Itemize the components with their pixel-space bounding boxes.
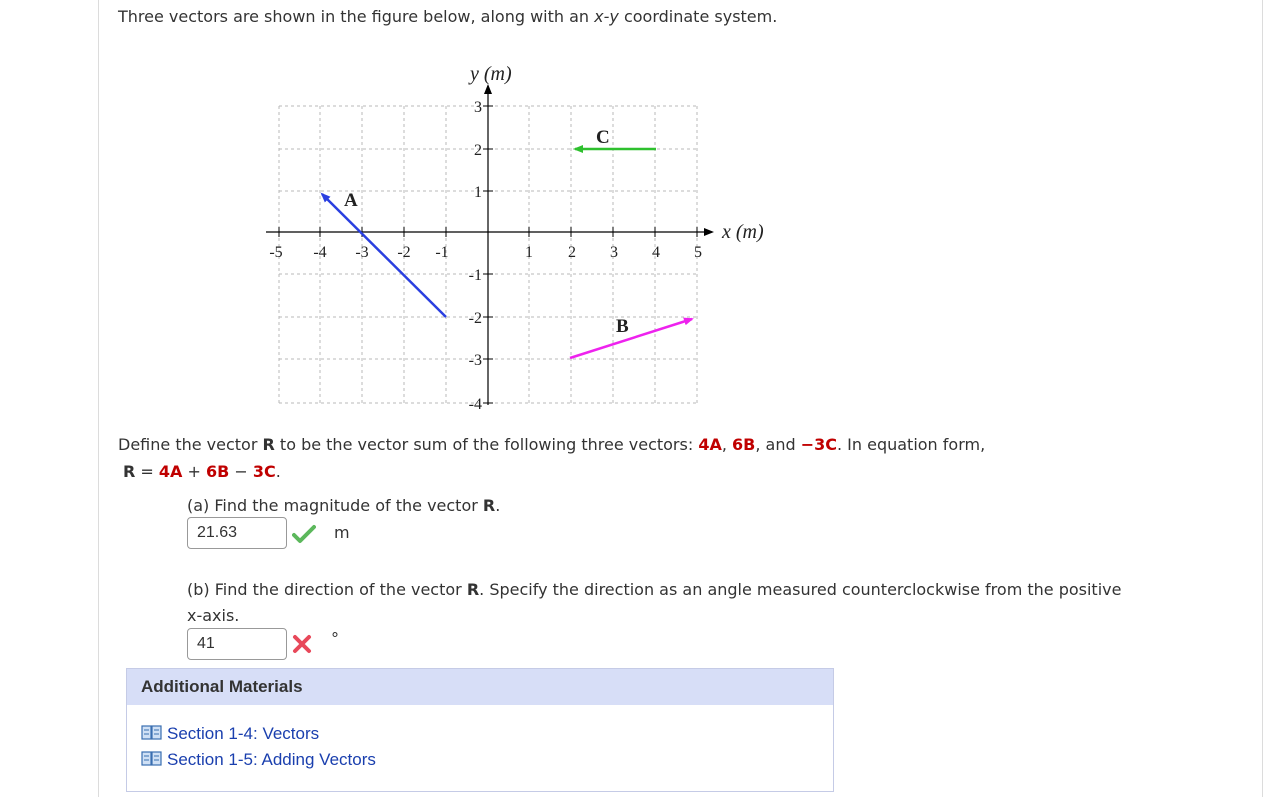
part-a-unit: m [334, 523, 350, 542]
additional-materials-title: Additional Materials [127, 669, 833, 705]
vector-a-arrow [322, 194, 449, 317]
y-tick-label: 2 [474, 142, 482, 159]
y-tick-label: -3 [468, 352, 482, 369]
part-a-answer-input[interactable]: 21.63 [187, 517, 287, 549]
x-tick-label: -3 [355, 244, 369, 261]
x-tick-label: -5 [269, 244, 283, 261]
x-tick-labels [269, 244, 702, 261]
x-tick-label: 3 [610, 244, 618, 261]
vector-b-arrow [570, 319, 692, 358]
vector-a-label: A [344, 190, 358, 211]
define-text: Define the vector R to be the vector sum of the following three vectors: 4A, 6B, and −3C. In equation form, [118, 435, 986, 454]
part-b-answer-input[interactable]: 41 [187, 628, 287, 660]
additional-materials-panel [126, 668, 834, 792]
part-a-question: (a) Find the magnitude of the vector R. [187, 496, 501, 515]
y-tick-label: -1 [468, 267, 482, 284]
x-tick-label: -4 [313, 244, 327, 261]
y-tick-label: -4 [468, 396, 482, 410]
part-b-question-line2: x-axis. [187, 606, 240, 625]
x-tick-label: 4 [652, 244, 660, 261]
y-tick-label: -2 [468, 310, 482, 327]
book-icon [141, 751, 163, 767]
x-tick-label: 2 [568, 244, 576, 261]
part-b-unit: ° [331, 629, 339, 648]
y-tick-label: 3 [474, 99, 482, 116]
axes [266, 86, 712, 405]
book-icon [141, 725, 163, 741]
x-tick-label: -1 [435, 244, 449, 261]
y-tick-label: 1 [474, 184, 482, 201]
vector-figure [240, 60, 800, 410]
correct-check-icon [292, 524, 316, 544]
section-1-5-link[interactable]: Section 1-5: Adding Vectors [141, 750, 376, 770]
part-b-question-line1: (b) Find the direction of the vector R. Specify the direction as an angle measured counterclockwise from the positive [187, 580, 1122, 599]
incorrect-x-icon [292, 634, 312, 654]
vector-b-label: B [616, 316, 629, 337]
x-axis-label: x (m) [722, 221, 764, 243]
x-tick-label: 1 [525, 244, 533, 261]
equation: R = 4A + 6B − 3C. [123, 462, 281, 481]
intro-text: Three vectors are shown in the figure below, along with an x-y coordinate system. [118, 7, 778, 26]
y-tick-labels [469, 99, 482, 410]
x-tick-label: -2 [397, 244, 411, 261]
vector-c-label: C [596, 127, 610, 148]
y-axis-label: y (m) [470, 63, 512, 85]
section-1-4-link[interactable]: Section 1-4: Vectors [141, 724, 319, 744]
x-tick-label: 5 [694, 244, 702, 261]
